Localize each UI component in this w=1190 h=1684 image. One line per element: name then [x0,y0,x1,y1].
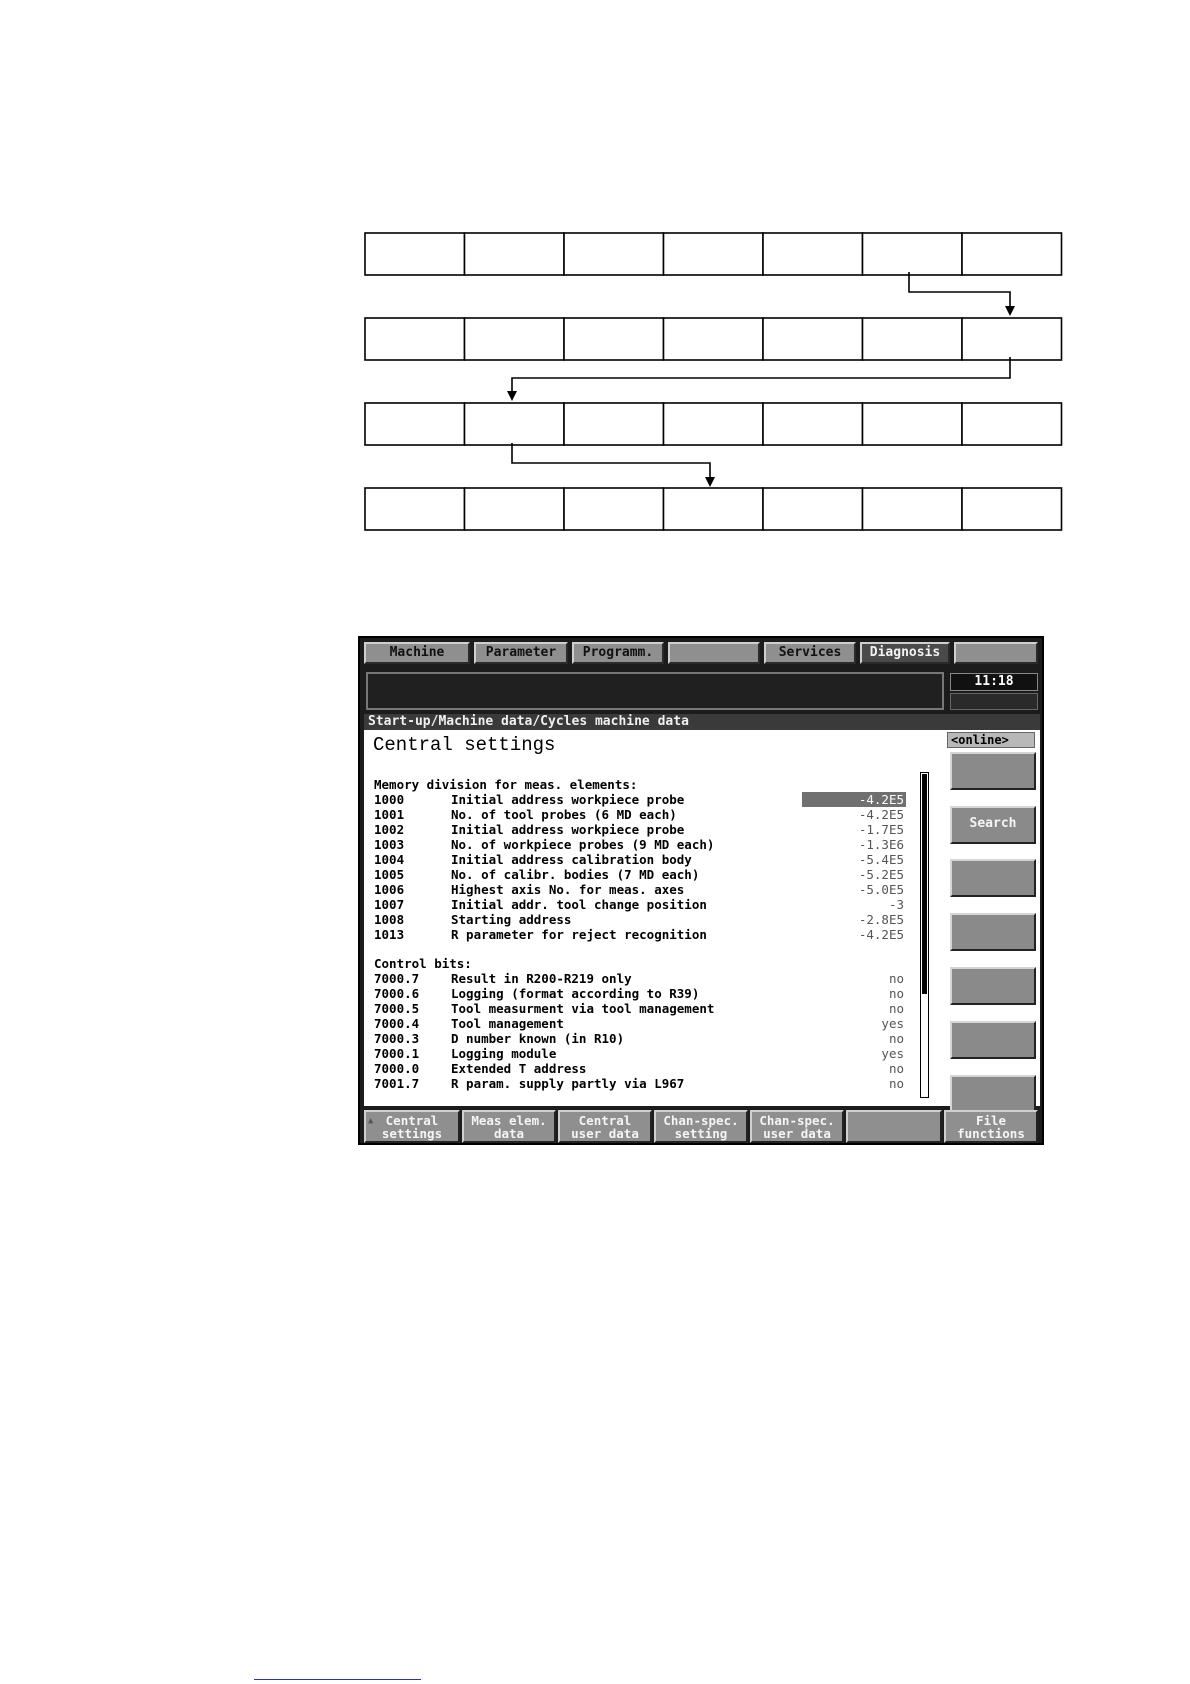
parameter-number: 7000.3 [374,1031,420,1046]
diagram-cell [564,318,664,360]
diagram-cell [365,318,465,360]
control-bits-heading: Control bits: [374,956,472,971]
parameter-value[interactable]: -4.2E5 [802,792,906,807]
recall-arrow-icon: ▲ [368,1116,374,1126]
parameter-number: 7000.7 [374,971,420,986]
connector-arrow [512,357,1010,396]
diagram-cell [465,318,565,360]
parameter-value[interactable]: no [888,1061,904,1076]
arrow-head [705,477,715,487]
parameter-description: Highest axis No. for meas. axes [451,882,685,897]
parameter-number: 1000 [374,792,405,807]
parameter-number: 1001 [374,807,405,822]
bottom-softkey-empty[interactable] [846,1110,942,1143]
parameter-description: Initial addr. tool change position [451,897,707,912]
parameter-description: No. of tool probes (6 MD each) [451,807,677,822]
parameter-row[interactable] [374,1031,906,1046]
parameter-number: 7000.0 [374,1061,420,1076]
parameter-value[interactable]: -2.8E5 [858,912,904,927]
parameter-number: 1002 [374,822,405,837]
menu-tab-empty-3[interactable] [668,642,760,664]
parameter-row[interactable] [374,1001,906,1016]
softkey-empty[interactable] [950,1075,1036,1113]
parameter-number: 1008 [374,912,405,927]
bottom-softkey-central-user-data[interactable]: Central user data [558,1110,652,1143]
softkey-empty[interactable] [950,752,1036,790]
parameter-description: Initial address workpiece probe [451,822,685,837]
parameter-row[interactable] [374,867,906,882]
parameter-description: Logging (format according to R39) [451,986,700,1001]
parameter-number: 1005 [374,867,405,882]
parameter-row[interactable] [374,822,906,837]
parameter-row[interactable] [374,807,906,822]
parameter-row[interactable] [374,927,906,942]
parameter-row[interactable] [374,852,906,867]
parameter-value[interactable]: yes [881,1016,904,1031]
parameter-value[interactable]: no [888,1076,904,1091]
online-status: <online> [947,732,1035,748]
breadcrumb-path: Start-up/Machine data/Cycles machine data [364,714,1040,730]
bottom-softkey-chan-spec-setting[interactable]: Chan-spec. setting [654,1110,748,1143]
parameter-row[interactable] [374,1061,906,1076]
parameter-description: Logging module [451,1046,557,1061]
parameter-description: D number known (in R10) [451,1031,625,1046]
parameter-description: Tool management [451,1016,564,1031]
parameter-number: 1004 [374,852,405,867]
diagram-cell [863,403,963,445]
diagram-cell [365,233,465,275]
parameter-row[interactable] [374,986,906,1001]
diagram-cell [962,403,1062,445]
diagram-cell [664,488,764,530]
parameter-value[interactable]: no [888,1001,904,1016]
parameter-description: Initial address workpiece probe [451,792,685,807]
diagram-cell [365,403,465,445]
diagram-cell [664,403,764,445]
diagram-cell [863,318,963,360]
parameter-number: 1006 [374,882,405,897]
parameter-value[interactable]: no [888,971,904,986]
scrollbar-thumb[interactable] [922,774,927,994]
softkey-empty[interactable] [950,859,1036,897]
softkey-search[interactable]: Search [950,806,1036,844]
data-block-diagram [0,0,1190,560]
menu-tab-programm[interactable]: Programm. [572,642,664,664]
parameter-value[interactable]: -1.7E5 [858,822,904,837]
diagram-cell [564,403,664,445]
arrow-head [507,391,517,401]
softkey-empty[interactable] [950,913,1036,951]
parameter-value[interactable]: no [888,1031,904,1046]
page-title: Central settings [373,734,556,756]
bottom-softkey-chan-spec-user-data[interactable]: Chan-spec. user data [750,1110,844,1143]
parameter-row[interactable] [374,912,906,927]
clock: 11:18 [950,673,1038,691]
clock-subpanel [950,693,1038,710]
parameter-value[interactable]: -3 [888,897,904,912]
parameter-value[interactable]: -1.3E6 [858,837,904,852]
parameter-description: Initial address calibration body [451,852,692,867]
parameter-row[interactable] [374,837,906,852]
diagram-cell [564,488,664,530]
diagram-cell [763,233,863,275]
parameter-value[interactable]: -5.4E5 [858,852,904,867]
parameter-number: 1013 [374,927,405,942]
parameter-description: Extended T address [451,1061,587,1076]
menu-tab-empty-6[interactable] [954,642,1038,664]
diagram-cell [763,318,863,360]
bottom-softkey-file-functions[interactable]: File functions [944,1110,1038,1143]
menu-tab-diagnosis[interactable]: Diagnosis [860,642,950,664]
message-bar [366,672,944,710]
parameter-description: R param. supply partly via L967 [451,1076,685,1091]
parameter-description: Result in R200-R219 only [451,971,632,986]
parameter-description: Starting address [451,912,572,927]
diagram-cell [962,233,1062,275]
diagram-cell [962,488,1062,530]
diagram-cell [664,318,764,360]
parameter-value[interactable]: no [888,986,904,1001]
connector-arrow [512,443,710,482]
parameter-row[interactable] [374,1046,906,1061]
parameter-row[interactable] [374,971,906,986]
diagram-cell [763,403,863,445]
parameter-value[interactable]: -4.2E5 [858,927,904,942]
parameter-description: Tool measurment via tool management [451,1001,715,1016]
parameter-value[interactable]: -5.0E5 [858,882,904,897]
parameter-description: No. of calibr. bodies (7 MD each) [451,867,700,882]
diagram-cell [465,488,565,530]
parameter-number: 7000.6 [374,986,420,1001]
diagram-cell [664,233,764,275]
footer-link-line [254,1679,421,1680]
softkey-empty[interactable] [950,967,1036,1005]
diagram-cell [564,233,664,275]
parameter-number: 7000.5 [374,1001,420,1016]
menu-tab-parameter[interactable]: Parameter [474,642,568,664]
parameter-row[interactable] [374,1016,906,1031]
parameter-number: 7001.7 [374,1076,420,1091]
diagram-cell [763,488,863,530]
parameter-row[interactable] [374,882,906,897]
parameter-description: R parameter for reject recognition [451,927,707,942]
parameter-row[interactable] [374,1076,906,1091]
cnc-screen [358,636,1044,1145]
diagram-cell [863,488,963,530]
bottom-softkey-central-settings[interactable]: Central settings [364,1110,460,1143]
arrow-head [1005,306,1015,316]
scrollbar[interactable] [920,772,929,1098]
parameter-row[interactable] [374,792,906,807]
diagram-cell [465,233,565,275]
parameter-value[interactable]: yes [881,1046,904,1061]
parameter-value[interactable]: -4.2E5 [858,807,904,822]
main-panel [364,730,942,1106]
connector-arrow [909,272,1010,311]
parameter-description: No. of workpiece probes (9 MD each) [451,837,715,852]
menu-tab-services[interactable]: Services [764,642,856,664]
softkey-empty[interactable] [950,1021,1036,1059]
parameter-number: 1003 [374,837,405,852]
bottom-softkey-meas-elem-data[interactable]: Meas elem. data [462,1110,556,1143]
menu-tab-machine[interactable]: Machine [364,642,470,664]
parameter-number: 1007 [374,897,405,912]
diagram-cell [465,403,565,445]
memory-division-heading: Memory division for meas. elements: [374,777,638,792]
diagram-cell [863,233,963,275]
diagram-cell [962,318,1062,360]
diagram-cell [365,488,465,530]
parameter-value[interactable]: -5.2E5 [858,867,904,882]
diagram-cells [365,233,1062,530]
parameter-number: 7000.4 [374,1016,420,1031]
parameter-row[interactable] [374,897,906,912]
parameter-number: 7000.1 [374,1046,420,1061]
